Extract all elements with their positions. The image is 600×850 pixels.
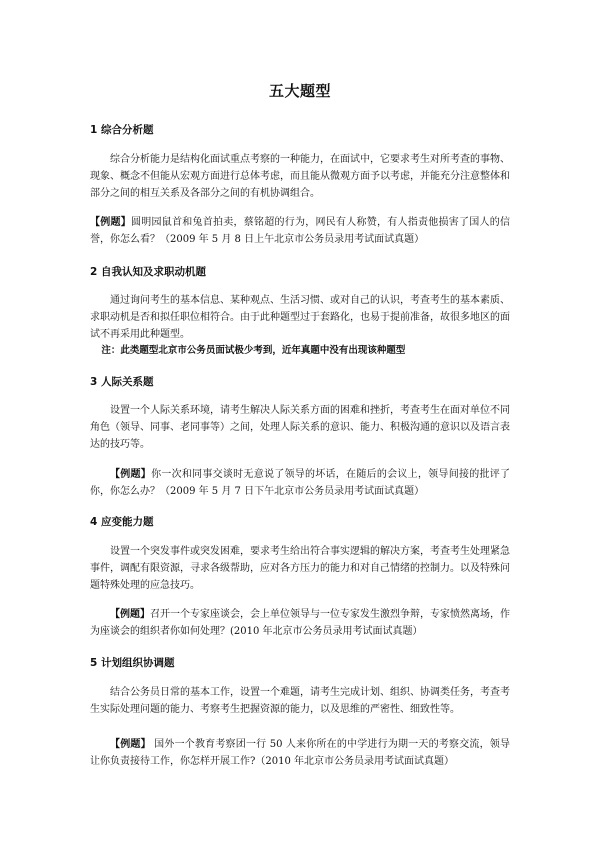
section-note: [90, 343, 510, 359]
example-tag: 【例题】: [110, 609, 150, 620]
section-body: 设置一个突发事件或突发困难，要求考生给出符合事实逻辑的解决方案，考查考生处理紧急事件，调配有限资源，寻求各级帮助，应对各方压力的能力和对自己情绪的控制力。以及特殊问题特殊处理的应急技巧。: [90, 546, 510, 591]
example-tag: 【例题】: [110, 469, 152, 480]
example-text: 你一次和同事交谈时无意说了领导的坏话，在随后的会议上，领导间接的批评了你，你怎么办？（2009 年 5 月 7 日下午北京市公务员录用考试面试真题）: [90, 469, 511, 497]
example-paragraph: [90, 466, 510, 500]
section-body: 通过询问考生的基本信息、某种观点、生活习惯、或对自己的认识，考查考生的基本素质、求职动机是否和拟任职位相符合。由于此种题型过于套路化，也易于提前准备，故很多地区的面试不再采用此种题型。: [90, 295, 510, 340]
section-example: [90, 736, 510, 770]
section-heading: 5 计划组织协调题: [90, 657, 175, 669]
page-title: 五大题型: [268, 82, 331, 100]
example-paragraph: [90, 736, 510, 770]
section-adaptability: [90, 515, 510, 529]
example-text: 国外一个教育考察团一行 50 人来你所在的中学进行为期一天的考察交流，领导让你负责接待工作，你怎样开展工作?（2010 年北京市公务员录用考试面试真题）: [90, 739, 510, 767]
section-body: 综合分析能力是结构化面试重点考察的一种能力，在面试中，它要求考生对所考查的事物、现象、概念不但能从宏观方面进行总体考虑，而且能从微观方面予以考虑，并能充分注意整体和部分之间的相互关系及各部分之间的有机协调组合。: [90, 154, 510, 199]
example-tag: 【例题】: [110, 739, 151, 750]
section-paragraph: [90, 684, 510, 718]
section-planning: [90, 656, 510, 670]
section-paragraph: [90, 402, 510, 453]
section-heading: 1 综合分析题: [90, 124, 154, 136]
section-example: [90, 214, 510, 248]
section-heading: 2 自我认知及求职动机题: [90, 266, 206, 278]
section-paragraph: [90, 151, 510, 202]
example-tag: 【例题】: [90, 217, 131, 228]
example-text: 召开一个专家座谈会，会上单位领导与一位专家发生激烈争辩，专家愤然离场，作为座谈会的组织者你如何处理？(2010 年北京市公务员录用考试面试真题）: [90, 609, 510, 637]
section-comprehensive-analysis: [90, 123, 510, 137]
section-body: 设置一个人际关系环境，请考生解决人际关系方面的困难和挫折，考查考生在面对单位不同角色（领导、同事、老同事等）之间，处理人际关系的意识、能力、积极沟通的意识以及语言表达的技巧等。: [90, 405, 510, 450]
section-body: 结合公务员日常的基本工作，设置一个难题，请考生完成计划、组织、协调类任务，考查考生实际处理问题的能力、考察考生把握资源的能力，以及思维的严密性、细致性等。: [90, 687, 510, 715]
section-heading: 3 人际关系题: [90, 376, 154, 388]
section-paragraph: [90, 292, 510, 343]
example-text: 圆明园鼠首和兔首拍卖，蔡铭超的行为，网民有人称赞，有人指责他损害了国人的信誉，你怎么看？（2009 年 5 月 8 日上午北京市公务员录用考试面试真题）: [90, 217, 510, 245]
note-text: 注：此类题型北京市公务员面试极少考到，近年真题中没有出现该种题型: [101, 345, 406, 356]
section-interpersonal: [90, 375, 510, 389]
section-heading: 4 应变能力题: [90, 516, 154, 528]
section-paragraph: [90, 543, 510, 594]
example-paragraph: [90, 606, 510, 640]
section-self-cognition: [90, 265, 510, 279]
section-example: [90, 466, 510, 500]
section-example: [90, 606, 510, 640]
example-paragraph: [90, 214, 510, 248]
